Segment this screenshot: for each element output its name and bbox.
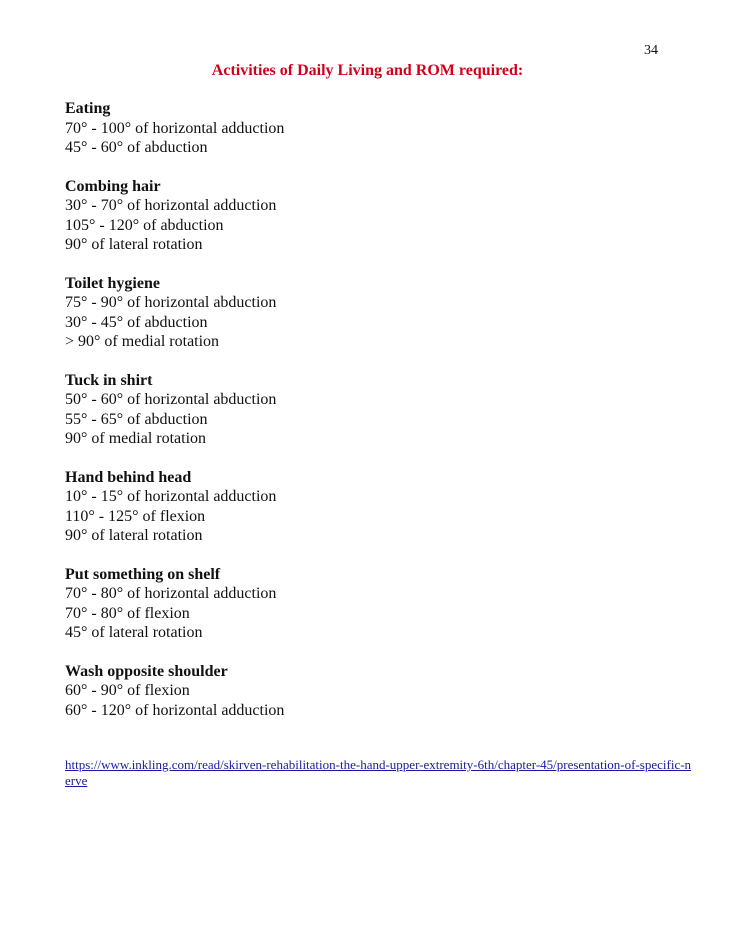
section-heading: Tuck in shirt [65, 371, 153, 389]
section-item: 70° - 100° of horizontal adduction [65, 119, 285, 137]
section-item: 50° - 60° of horizontal abduction [65, 391, 277, 408]
section-item: 30° - 70° of horizontal adduction [65, 197, 277, 214]
section-toilet-hygiene [65, 274, 705, 352]
reference-link[interactable]: https://www.inkling.com/read/skirven-rehabilitation-the-hand-upper-extremity-6th/chapter-45/presentation-of-specific-nerve [65, 757, 692, 788]
section-item: 70° - 80° of flexion [65, 604, 190, 622]
section-heading: Toilet hygiene [65, 274, 160, 292]
section-wash-opposite-shoulder [65, 662, 705, 721]
section-item: 55° - 65° of abduction [65, 410, 208, 428]
section-tuck-in-shirt [65, 371, 705, 449]
section-item: 10° - 15° of horizontal adduction [65, 488, 277, 505]
section-heading: Hand behind head [65, 468, 192, 486]
section-combing-hair [65, 177, 705, 255]
section-hand-behind-head [65, 468, 705, 546]
section-item: 90° of lateral rotation [65, 236, 203, 253]
page-title: Activities of Daily Living and ROM required: [211, 62, 524, 79]
section-item: 60° - 90° of flexion [65, 682, 190, 699]
section-item: 110° - 125° of flexion [65, 507, 206, 525]
content [65, 99, 705, 739]
page-number: 34 [644, 43, 658, 58]
section-heading: Eating [65, 100, 111, 117]
section-item: 75° - 90° of horizontal abduction [65, 294, 277, 311]
section-eating [65, 99, 705, 158]
section-item: 60° - 120° of horizontal adduction [65, 701, 285, 719]
section-heading: Combing hair [65, 177, 161, 195]
section-put-something-on-shelf [65, 565, 705, 643]
section-item: 30° - 45° of abduction [65, 313, 208, 331]
section-item: > 90° of medial rotation [65, 333, 220, 350]
section-item: 70° - 80° of horizontal adduction [65, 585, 277, 602]
section-item: 105° - 120° of abduction [65, 216, 224, 234]
section-item: 45° of lateral rotation [65, 624, 203, 641]
section-heading: Put something on shelf [65, 565, 221, 583]
section-item: 90° of medial rotation [65, 430, 207, 447]
section-item: 45° - 60° of abduction [65, 139, 208, 156]
section-item: 90° of lateral rotation [65, 527, 203, 544]
section-heading: Wash opposite shoulder [65, 662, 228, 680]
